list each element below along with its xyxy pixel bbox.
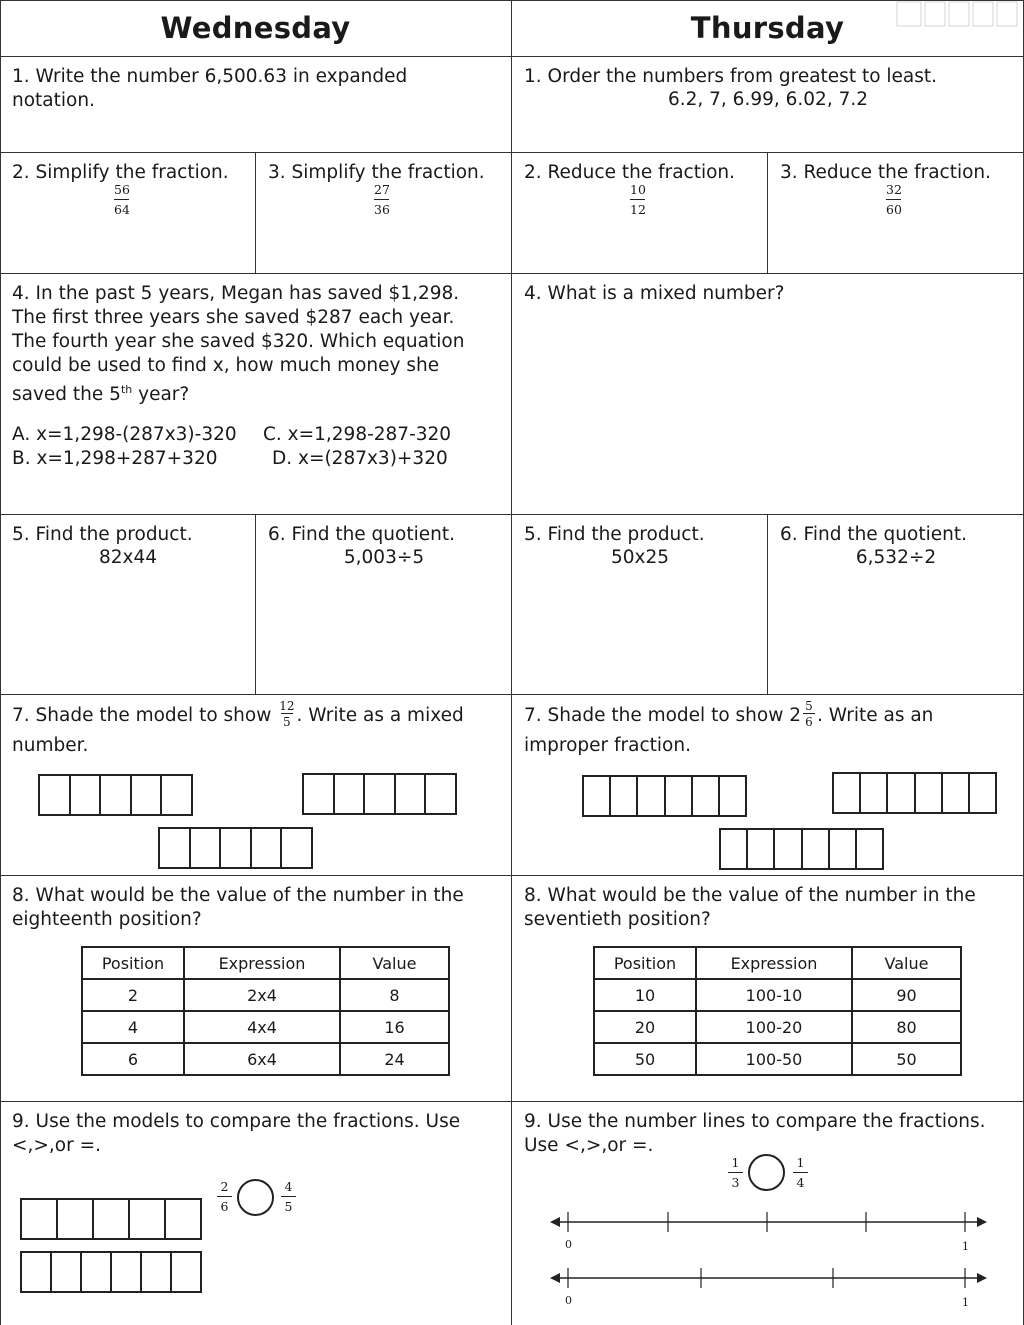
question-text-part: 4. In the past 5 years, Megan has saved $1,298. The first three years she saved $287 each year. The fourth year she saved $320. Which equation could be used to find x, how much money she saved the 5 xyxy=(12,283,465,406)
numerator: 32 xyxy=(886,182,902,197)
table-cell: 6x4 xyxy=(184,1043,340,1075)
fraction-model[interactable] xyxy=(38,774,193,816)
model-part[interactable] xyxy=(834,774,861,812)
model-part[interactable] xyxy=(160,829,191,867)
numerator: 2 xyxy=(220,1179,229,1194)
denominator: 64 xyxy=(114,202,130,217)
arrow-right-icon xyxy=(977,1217,987,1227)
model-part[interactable] xyxy=(888,774,915,812)
number-lines xyxy=(512,1102,1022,1325)
model-part[interactable] xyxy=(221,829,252,867)
expression: 82x44 xyxy=(98,547,158,568)
tick-label-one: 1 xyxy=(962,1240,969,1253)
table-cell: 100-10 xyxy=(696,979,852,1011)
column-header: Expression xyxy=(184,947,340,979)
expression: 5,003÷5 xyxy=(343,547,425,568)
model-part[interactable] xyxy=(720,777,745,815)
model-part[interactable] xyxy=(101,776,132,814)
question-text: 1. Order the numbers from greatest to least. xyxy=(524,66,938,87)
thu-q8-cell xyxy=(512,876,1024,1102)
model-part[interactable] xyxy=(162,776,191,814)
model-part[interactable] xyxy=(335,775,366,813)
model-part[interactable] xyxy=(666,777,693,815)
compare-circle[interactable] xyxy=(237,1179,274,1216)
denominator: 5 xyxy=(283,715,291,729)
wed-q2-cell xyxy=(0,153,256,274)
table-cell: 80 xyxy=(852,1011,961,1043)
question-text: 1. Write the number 6,500.63 in expanded notation. xyxy=(12,66,408,111)
question-text xyxy=(524,701,1014,761)
column-header: Position xyxy=(594,947,696,979)
column-header: Position xyxy=(82,947,184,979)
question-text: 8. What would be the value of the number in the eighteenth position? xyxy=(12,885,464,930)
model-part[interactable] xyxy=(71,776,102,814)
tick-label-zero: 0 xyxy=(565,1294,572,1307)
question-text-part: 7. Shade the model to show xyxy=(12,705,278,726)
wed-q5-cell xyxy=(0,515,256,695)
model-part[interactable] xyxy=(82,1253,112,1291)
table-cell: 50 xyxy=(852,1043,961,1075)
model-part[interactable] xyxy=(252,829,283,867)
denominator: 6 xyxy=(220,1199,229,1214)
tick-label-one: 1 xyxy=(962,1296,969,1309)
model-part[interactable] xyxy=(638,777,665,815)
fraction-model[interactable] xyxy=(20,1198,202,1240)
question-text-part: . Write as a mixed number. xyxy=(12,705,464,756)
question-text: 4. What is a mixed number? xyxy=(524,283,785,304)
numerator: 5 xyxy=(805,699,813,713)
model-part[interactable] xyxy=(611,777,638,815)
fraction-model[interactable] xyxy=(582,775,747,817)
model-part[interactable] xyxy=(803,830,830,868)
question-text: 3. Reduce the fraction. xyxy=(780,162,992,183)
denominator: 4 xyxy=(796,1175,805,1190)
fraction xyxy=(217,1180,232,1214)
model-part[interactable] xyxy=(584,777,611,815)
fraction xyxy=(374,183,390,217)
table-cell: 6 xyxy=(82,1043,184,1075)
model-part[interactable] xyxy=(857,830,882,868)
question-text: 2. Reduce the fraction. xyxy=(524,162,736,183)
wed-q7-cell xyxy=(0,695,512,876)
table-header-row xyxy=(82,947,449,979)
numerator: 27 xyxy=(374,182,390,197)
wed-q3-cell xyxy=(256,153,512,274)
model-part[interactable] xyxy=(970,774,995,812)
model-part[interactable] xyxy=(943,774,970,812)
model-part[interactable] xyxy=(721,830,748,868)
choice-d: D. x=(287x3)+320 xyxy=(272,448,448,469)
table-cell: 4 xyxy=(82,1011,184,1043)
table-cell: 2x4 xyxy=(184,979,340,1011)
question-text: 9. Use the models to compare the fractions. Use <,>,or =. xyxy=(12,1111,461,1156)
column-header: Expression xyxy=(696,947,852,979)
model-part[interactable] xyxy=(94,1200,130,1238)
fraction xyxy=(803,700,815,728)
question-text: 8. What would be the value of the number in the seventieth position? xyxy=(524,885,976,930)
table-cell: 100-20 xyxy=(696,1011,852,1043)
fraction xyxy=(281,1180,296,1214)
model-part[interactable] xyxy=(172,1253,200,1291)
table-header-row xyxy=(594,947,961,979)
wed-q8-cell xyxy=(0,876,512,1102)
thu-q5-cell xyxy=(512,515,768,695)
fraction-model[interactable] xyxy=(719,828,884,870)
denominator: 3 xyxy=(731,1175,740,1190)
question-text: 5. Find the product. xyxy=(524,524,705,545)
logo-thumbnail-icon xyxy=(895,0,1021,28)
table-cell: 8 xyxy=(340,979,449,1011)
pattern-table xyxy=(81,946,450,1076)
column-header: Value xyxy=(340,947,449,979)
question-text: 6. Find the quotient. xyxy=(268,524,455,545)
choice-b: B. x=1,298+287+320 xyxy=(12,448,218,469)
table-row xyxy=(82,1043,449,1075)
thu-q7-cell xyxy=(512,695,1024,876)
wed-q9-cell xyxy=(0,1102,512,1325)
model-part[interactable] xyxy=(830,830,857,868)
fraction xyxy=(886,183,902,217)
table-cell: 50 xyxy=(594,1043,696,1075)
table-row xyxy=(82,1011,449,1043)
pattern-table xyxy=(593,946,962,1076)
tick-label-zero: 0 xyxy=(565,1238,572,1251)
numerator: 4 xyxy=(284,1179,293,1194)
wed-q1-cell xyxy=(0,57,512,153)
table-cell: 90 xyxy=(852,979,961,1011)
model-part[interactable] xyxy=(775,830,802,868)
model-part[interactable] xyxy=(58,1200,94,1238)
model-part[interactable] xyxy=(693,777,720,815)
table-row xyxy=(594,979,961,1011)
arrow-left-icon xyxy=(550,1217,560,1227)
model-part[interactable] xyxy=(365,775,396,813)
model-part[interactable] xyxy=(282,829,311,867)
table-cell: 2 xyxy=(82,979,184,1011)
question-text-part: . Write as an improper fraction. xyxy=(524,705,934,756)
model-part[interactable] xyxy=(304,775,335,813)
table-row xyxy=(82,979,449,1011)
model-part[interactable] xyxy=(132,776,163,814)
model-part[interactable] xyxy=(861,774,888,812)
wed-q4-cell xyxy=(0,274,512,515)
model-part[interactable] xyxy=(40,776,71,814)
denominator: 36 xyxy=(374,202,390,217)
question-text xyxy=(12,282,492,407)
fraction-model[interactable] xyxy=(302,773,457,815)
day-title: Thursday xyxy=(690,11,845,45)
numerator: 56 xyxy=(114,182,130,197)
table-cell: 16 xyxy=(340,1011,449,1043)
question-text-part: 7. Shade the model to show 2 xyxy=(524,705,801,726)
model-part[interactable] xyxy=(22,1200,58,1238)
fraction xyxy=(279,700,294,728)
number-line-fourths xyxy=(550,1268,987,1288)
numerator: 1 xyxy=(796,1155,805,1170)
fraction-model[interactable] xyxy=(832,772,997,814)
thu-q9-cell xyxy=(512,1102,1024,1325)
model-part[interactable] xyxy=(396,775,427,813)
choice-a: A. x=1,298-(287x3)-320 xyxy=(12,424,237,445)
fraction xyxy=(630,183,646,217)
question-text-part: year? xyxy=(132,384,190,406)
table-cell: 100-50 xyxy=(696,1043,852,1075)
fraction xyxy=(114,183,130,217)
question-text xyxy=(12,701,502,761)
model-part[interactable] xyxy=(142,1253,172,1291)
model-part[interactable] xyxy=(191,829,222,867)
model-part[interactable] xyxy=(130,1200,166,1238)
thu-q6-cell xyxy=(768,515,1024,695)
thu-q2-cell xyxy=(512,153,768,274)
expression: 6,532÷2 xyxy=(855,547,937,568)
arrow-left-icon xyxy=(550,1273,560,1283)
denominator: 6 xyxy=(805,715,813,729)
model-part[interactable] xyxy=(426,775,455,813)
table-cell: 20 xyxy=(594,1011,696,1043)
arrow-right-icon xyxy=(977,1273,987,1283)
model-part[interactable] xyxy=(112,1253,142,1291)
question-text: 2. Simplify the fraction. xyxy=(12,162,229,183)
question-text: 3. Simplify the fraction. xyxy=(268,162,485,183)
expression: 50x25 xyxy=(610,547,670,568)
number-list: 6.2, 7, 6.99, 6.02, 7.2 xyxy=(667,89,869,110)
table-row xyxy=(594,1011,961,1043)
table-row xyxy=(594,1043,961,1075)
wed-q6-cell xyxy=(256,515,512,695)
numerator: 12 xyxy=(279,699,295,713)
thu-q4-cell xyxy=(512,274,1024,515)
column-header: Value xyxy=(852,947,961,979)
header-wednesday xyxy=(0,0,512,57)
numerator: 1 xyxy=(731,1155,740,1170)
question-text: 9. Use the number lines to compare the fractions. Use <,>,or =. xyxy=(524,1111,986,1156)
thu-q3-cell xyxy=(768,153,1024,274)
fraction-model[interactable] xyxy=(158,827,313,869)
thu-q1-cell xyxy=(512,57,1024,153)
question-text: 5. Find the product. xyxy=(12,524,193,545)
table-cell: 4x4 xyxy=(184,1011,340,1043)
table-cell: 24 xyxy=(340,1043,449,1075)
denominator: 5 xyxy=(284,1199,293,1214)
numerator: 10 xyxy=(630,182,646,197)
model-part[interactable] xyxy=(52,1253,82,1291)
day-title: Wednesday xyxy=(160,11,351,45)
model-part[interactable] xyxy=(748,830,775,868)
fraction-model[interactable] xyxy=(20,1251,202,1293)
model-part[interactable] xyxy=(916,774,943,812)
choice-c: C. x=1,298-287-320 xyxy=(263,424,452,445)
model-part[interactable] xyxy=(166,1200,200,1238)
model-part[interactable] xyxy=(22,1253,52,1291)
denominator: 12 xyxy=(630,202,646,217)
denominator: 60 xyxy=(886,202,902,217)
question-text: 6. Find the quotient. xyxy=(780,524,967,545)
table-cell: 10 xyxy=(594,979,696,1011)
number-line-thirds xyxy=(550,1212,987,1232)
ordinal-suffix: th xyxy=(120,383,133,396)
